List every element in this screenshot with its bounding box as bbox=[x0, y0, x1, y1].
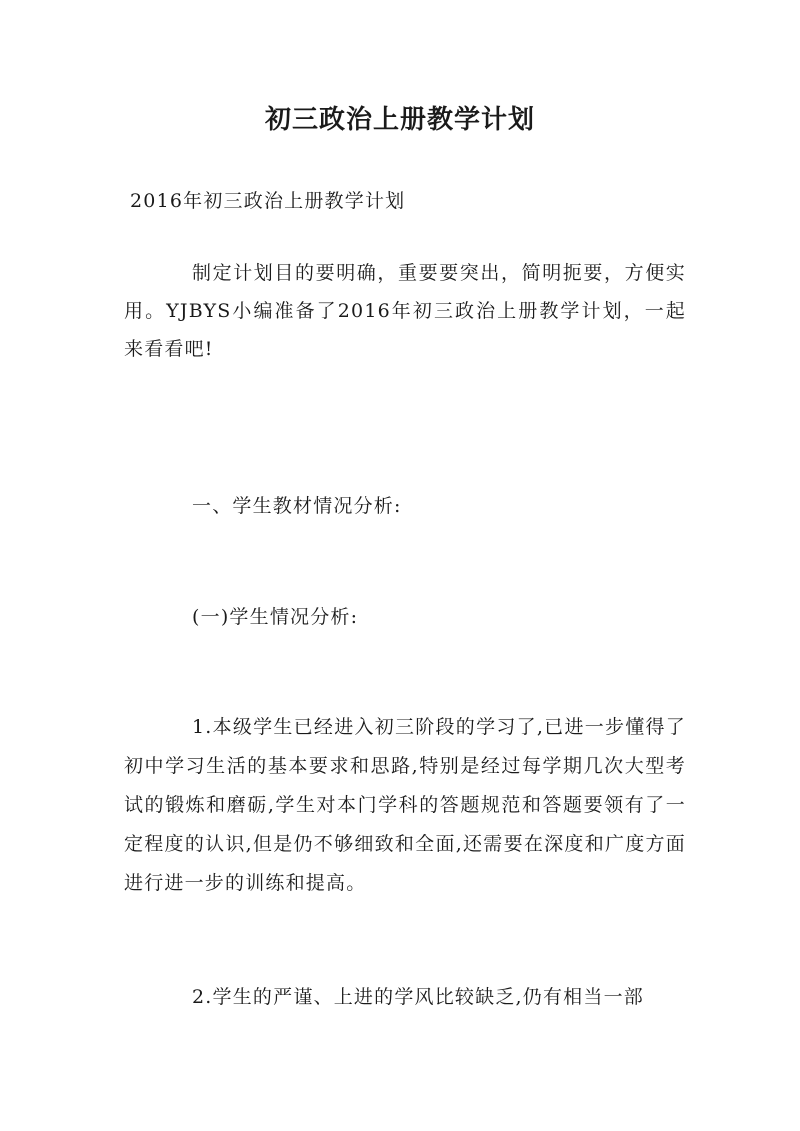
section-heading: 一、学生教材情况分析: bbox=[192, 495, 402, 517]
document-subtitle: 2016年初三政治上册教学计划 bbox=[130, 190, 406, 212]
subsection-heading: (一)学生情况分析: bbox=[192, 606, 359, 628]
intro-paragraph: 制定计划目的要明确，重要要突出，简明扼要，方便实用。YJBYS小编准备了2016年初三政治上册教学计划，一起来看看吧! bbox=[124, 262, 686, 360]
document-title: 初三政治上册教学计划 bbox=[264, 105, 535, 135]
list-item-1: 1.本级学生已经进入初三阶段的学习了,已进一步懂得了初中学习生活的基本要求和思路,特别是经过每学期几次大型考试的锻炼和磨砺,学生对本门学科的答题规范和答题要领有了一定程度的认识,但是仍不够细致和全面,还需要在深度和广度方面进行进一步的训练和提高。 bbox=[124, 716, 686, 894]
list-item-2: 2.学生的严谨、上进的学风比较缺乏,仍有相当一部 bbox=[192, 986, 644, 1008]
